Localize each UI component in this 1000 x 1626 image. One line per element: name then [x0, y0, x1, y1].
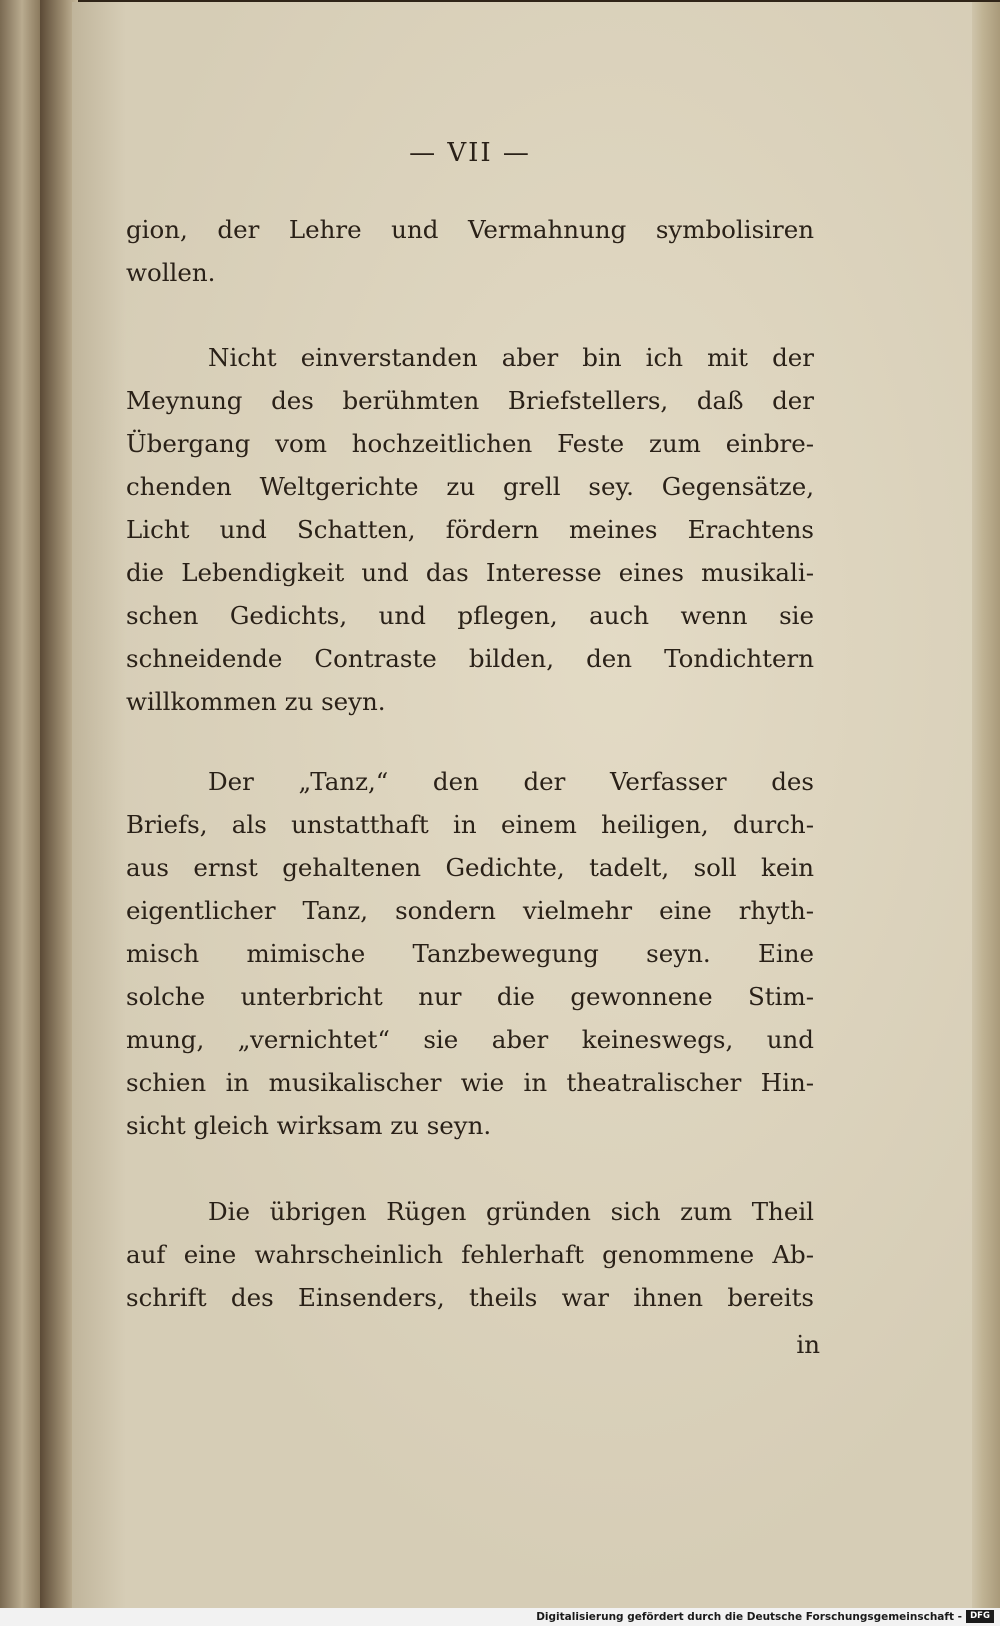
paragraph-3	[126, 760, 814, 1147]
text-line: solche unterbricht nur die gewonnene Stim-	[126, 982, 814, 1011]
text-line: Licht und Schatten, fördern meines Erachtens	[126, 515, 814, 544]
text-line: Die übrigen Rügen gründen sich zum Theil	[208, 1197, 814, 1226]
text-line: Übergang vom hochzeitlichen Feste zum einbre-	[126, 429, 814, 458]
text-line: gion, der Lehre und Vermahnung symbolisiren	[126, 215, 814, 244]
text-line: willkommen zu seyn.	[126, 687, 386, 716]
text-line: mung, „vernichtet“ sie aber keineswegs, und	[126, 1025, 814, 1054]
paragraph-1	[126, 208, 814, 294]
text-line: schen Gedichts, und pflegen, auch wenn sie	[126, 601, 814, 630]
text-line: chenden Weltgerichte zu grell sey. Gegensätze,	[126, 472, 814, 501]
text-line: wollen.	[126, 258, 216, 287]
paragraph-2	[126, 336, 814, 723]
dfg-logo: DFG	[966, 1610, 994, 1623]
funding-notice: Digitalisierung gefördert durch die Deutsche Forschungsgemeinschaft -	[536, 1611, 962, 1623]
page-number: — VII —	[409, 138, 531, 168]
catchword: in	[796, 1330, 820, 1359]
previous-page-edge	[0, 0, 40, 1610]
text-line: eigentlicher Tanz, sondern vielmehr eine rhyth-	[126, 896, 814, 925]
text-line: misch mimische Tanzbewegung seyn. Eine	[126, 939, 814, 968]
text-line: Nicht einverstanden aber bin ich mit der	[208, 343, 814, 372]
paragraph-4	[126, 1190, 814, 1319]
text-line: die Lebendigkeit und das Interesse eines musikali-	[126, 558, 814, 587]
text-line: Briefs, als unstatthaft in einem heiligen, durch-	[126, 810, 814, 839]
text-line: schrift des Einsenders, theils war ihnen bereits	[126, 1283, 814, 1312]
text-line: auf eine wahrscheinlich fehlerhaft genommene Ab-	[126, 1240, 814, 1269]
text-line: schneidende Contraste bilden, den Tondichtern	[126, 644, 814, 673]
page-stack-edge	[972, 2, 1000, 1608]
text-line: aus ernst gehaltenen Gedichte, tadelt, soll kein	[126, 853, 814, 882]
text-line: schien in musikalischer wie in theatralischer Hin-	[126, 1068, 814, 1097]
text-line: sicht gleich wirksam zu seyn.	[126, 1111, 492, 1140]
text-line: Der „Tanz,“ den der Verfasser des	[208, 767, 814, 796]
text-line: Meynung des berühmten Briefstellers, daß der	[126, 386, 814, 415]
